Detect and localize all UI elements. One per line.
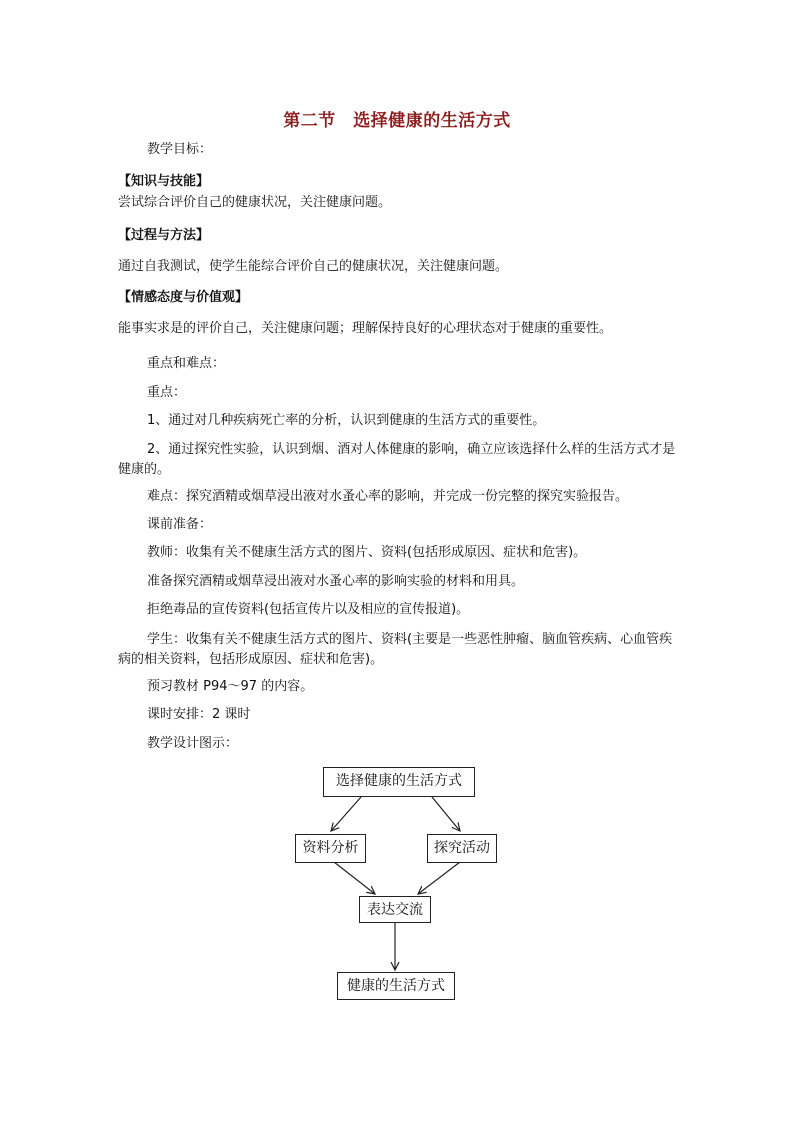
knowledge-text: 尝试综合评价自己的健康状况，关注健康问题。 <box>118 195 392 210</box>
flow-node-right: 探究活动 <box>427 834 497 863</box>
arrow-top-to-right <box>432 797 460 831</box>
arrow-right-to-middle <box>418 862 460 894</box>
objectives-heading: 教学目标： <box>147 142 213 157</box>
attitude-heading: 【情感态度与价值观】 <box>118 290 249 305</box>
preview-text: 预习教材 P94～97 的内容。 <box>147 679 314 694</box>
emphasis-item-2: 2、通过探究性实验，认识到烟、酒对人体健康的影响，确立应该选择什么样的生活方式才是健康的。 <box>118 442 676 477</box>
key-points-heading: 重点和难点： <box>147 356 226 371</box>
flow-node-top: 选择健康的生活方式 <box>323 767 475 797</box>
emphasis-item-1: 1、通过对几种疾病死亡率的分析，认识到健康的生活方式的重要性。 <box>147 413 546 428</box>
flow-node-middle: 表达交流 <box>359 896 431 923</box>
flow-node-left: 资料分析 <box>295 834 366 863</box>
process-text: 通过自我测试，使学生能综合评价自己的健康状况，关注健康问题。 <box>118 259 509 274</box>
emphasis-label: 重点： <box>147 385 187 400</box>
preparation-heading: 课前准备： <box>147 517 213 532</box>
teacher-prep: 教师：收集有关不健康生活方式的图片、资料(包括形成原因、症状和危害)。 <box>147 545 587 560</box>
schedule-text: 课时安排：2 课时 <box>147 707 251 722</box>
difficulty-text: 难点：探究酒精或烟草浸出液对水蚤心率的影响，并完成一份完整的探究实验报告。 <box>147 489 629 504</box>
flow-node-bottom: 健康的生活方式 <box>337 972 455 1000</box>
teacher-prep-3: 拒绝毒品的宣传资料(包括宣传片以及相应的宣传报道)。 <box>147 602 470 617</box>
process-heading: 【过程与方法】 <box>118 228 210 243</box>
design-heading: 教学设计图示： <box>147 736 239 751</box>
arrow-left-to-middle <box>334 862 375 894</box>
arrow-top-to-left <box>331 797 361 831</box>
attitude-text: 能事实求是的评价自己，关注健康问题；理解保持良好的心理状态对于健康的重要性。 <box>118 321 613 336</box>
page-title: 第二节 选择健康的生活方式 <box>283 111 511 131</box>
teacher-prep-2: 准备探究酒精或烟草浸出液对水蚤心率的影响实验的材料和用具。 <box>147 574 525 589</box>
student-prep: 学生：收集有关不健康生活方式的图片、资料(主要是一些恶性肿瘤、脑血管疾病、心血管疾病的相关资料，包括形成原因、症状和危害)。 <box>118 632 673 667</box>
knowledge-heading: 【知识与技能】 <box>118 174 210 189</box>
